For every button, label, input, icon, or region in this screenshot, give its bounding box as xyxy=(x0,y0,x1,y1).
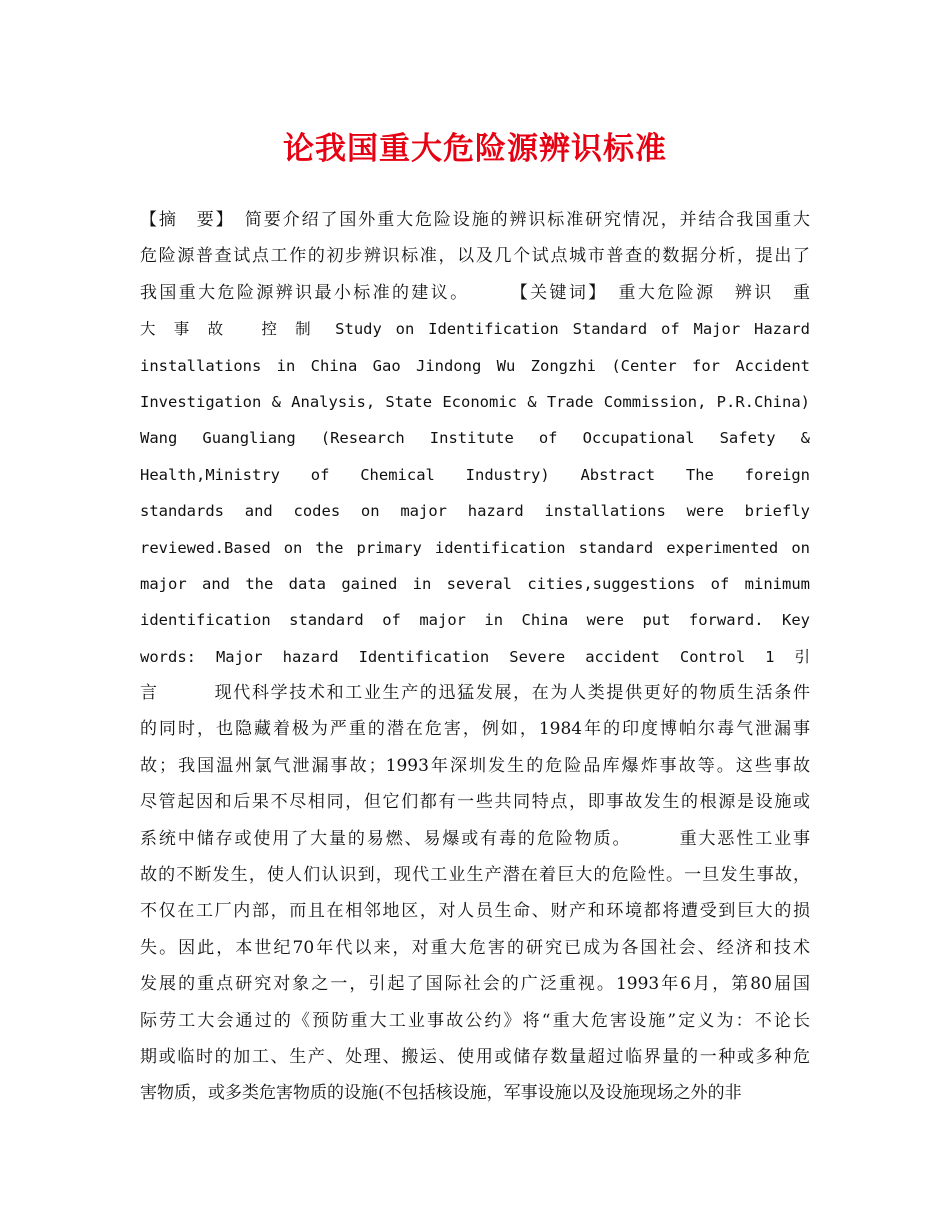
document-title: 论我国重大危险源辨识标准 xyxy=(283,131,667,167)
body-line-11: major and the data gained in several cities,suggestions of minimum xyxy=(140,574,810,593)
body-line-25: 害物质，或多类危害物质的设施(不包括核设施，军事设施以及设施现场之外的非 xyxy=(140,1083,742,1104)
body-line-22: 发展的重点研究对象之一，引起了国际社会的广泛重视。1993年6月，第80届国 xyxy=(140,974,810,995)
body-line-23: 际劳工大会通过的《预防重大工业事故公约》将“重大危害设施”定义为：不论长 xyxy=(140,1010,810,1031)
body-line-4: 大 事 故 控 制 Study on Identification Standard of Major Hazard xyxy=(140,320,810,339)
body-line-9: standards and codes on major hazard installations were briefly xyxy=(140,502,810,521)
body-line-8: Health,Ministry of Chemical Industry) Abstract The foreign xyxy=(140,465,810,484)
body-line-17: 尽管起因和后果不尽相同，但它们都有一些共同特点，即事故发生的根源是设施或 xyxy=(140,792,810,813)
body-line-24: 期或临时的加工、生产、处理、搬运、使用或储存数量超过临界量的一种或多种危 xyxy=(140,1046,810,1067)
body-line-15: 的同时，也隐藏着极为严重的潜在危害，例如，1984年的印度博帕尔毒气泄漏事 xyxy=(140,719,810,740)
body-line-13: words: Major hazard Identification Severe accident Control 1 引 xyxy=(140,647,810,666)
body-line-5: installations in China Gao Jindong Wu Zongzhi (Center for Accident xyxy=(140,356,810,375)
body-line-1: 【摘 要】 简要介绍了国外重大危险设施的辨识标准研究情况，并结合我国重大 xyxy=(140,210,810,230)
body-line-2: 危险源普查试点工作的初步辨识标准，以及几个试点城市普查的数据分析，提出了 xyxy=(140,246,810,267)
body-line-19: 故的不断发生，使人们认识到，现代工业生产潜在着巨大的危险性。一旦发生事故， xyxy=(140,865,810,886)
body-line-14: 言 现代科学技术和工业生产的迅猛发展，在为人类提供更好的物质生活条件 xyxy=(140,683,810,704)
body-line-18: 系统中储存或使用了大量的易燃、易爆或有毒的危险物质。 重大恶性工业事 xyxy=(140,828,810,849)
body-line-3: 我国重大危险源辨识最小标准的建议。 【关键词】 重大危险源 辨识 重 xyxy=(140,282,810,303)
body-line-6: Investigation & Analysis, State Economic & Trade Commission, P.R.China) xyxy=(140,392,810,411)
body-line-20: 不仅在工厂内部，而且在相邻地区，对人员生命、财产和环境都将遭受到巨大的损 xyxy=(140,901,810,922)
document-body xyxy=(140,202,810,1112)
body-line-10: reviewed.Based on the primary identification standard experimented on xyxy=(140,538,810,557)
body-line-21: 失。因此，本世纪70年代以来，对重大危害的研究已成为各国社会、经济和技术 xyxy=(140,937,810,958)
body-line-12: identification standard of major in China were put forward. Key xyxy=(140,611,810,630)
body-line-16: 故；我国温州氯气泄漏事故；1993年深圳发生的危险品库爆炸事故等。这些事故 xyxy=(140,755,810,776)
body-line-7: Wang Guangliang (Research Institute of Occupational Safety & xyxy=(140,429,810,448)
